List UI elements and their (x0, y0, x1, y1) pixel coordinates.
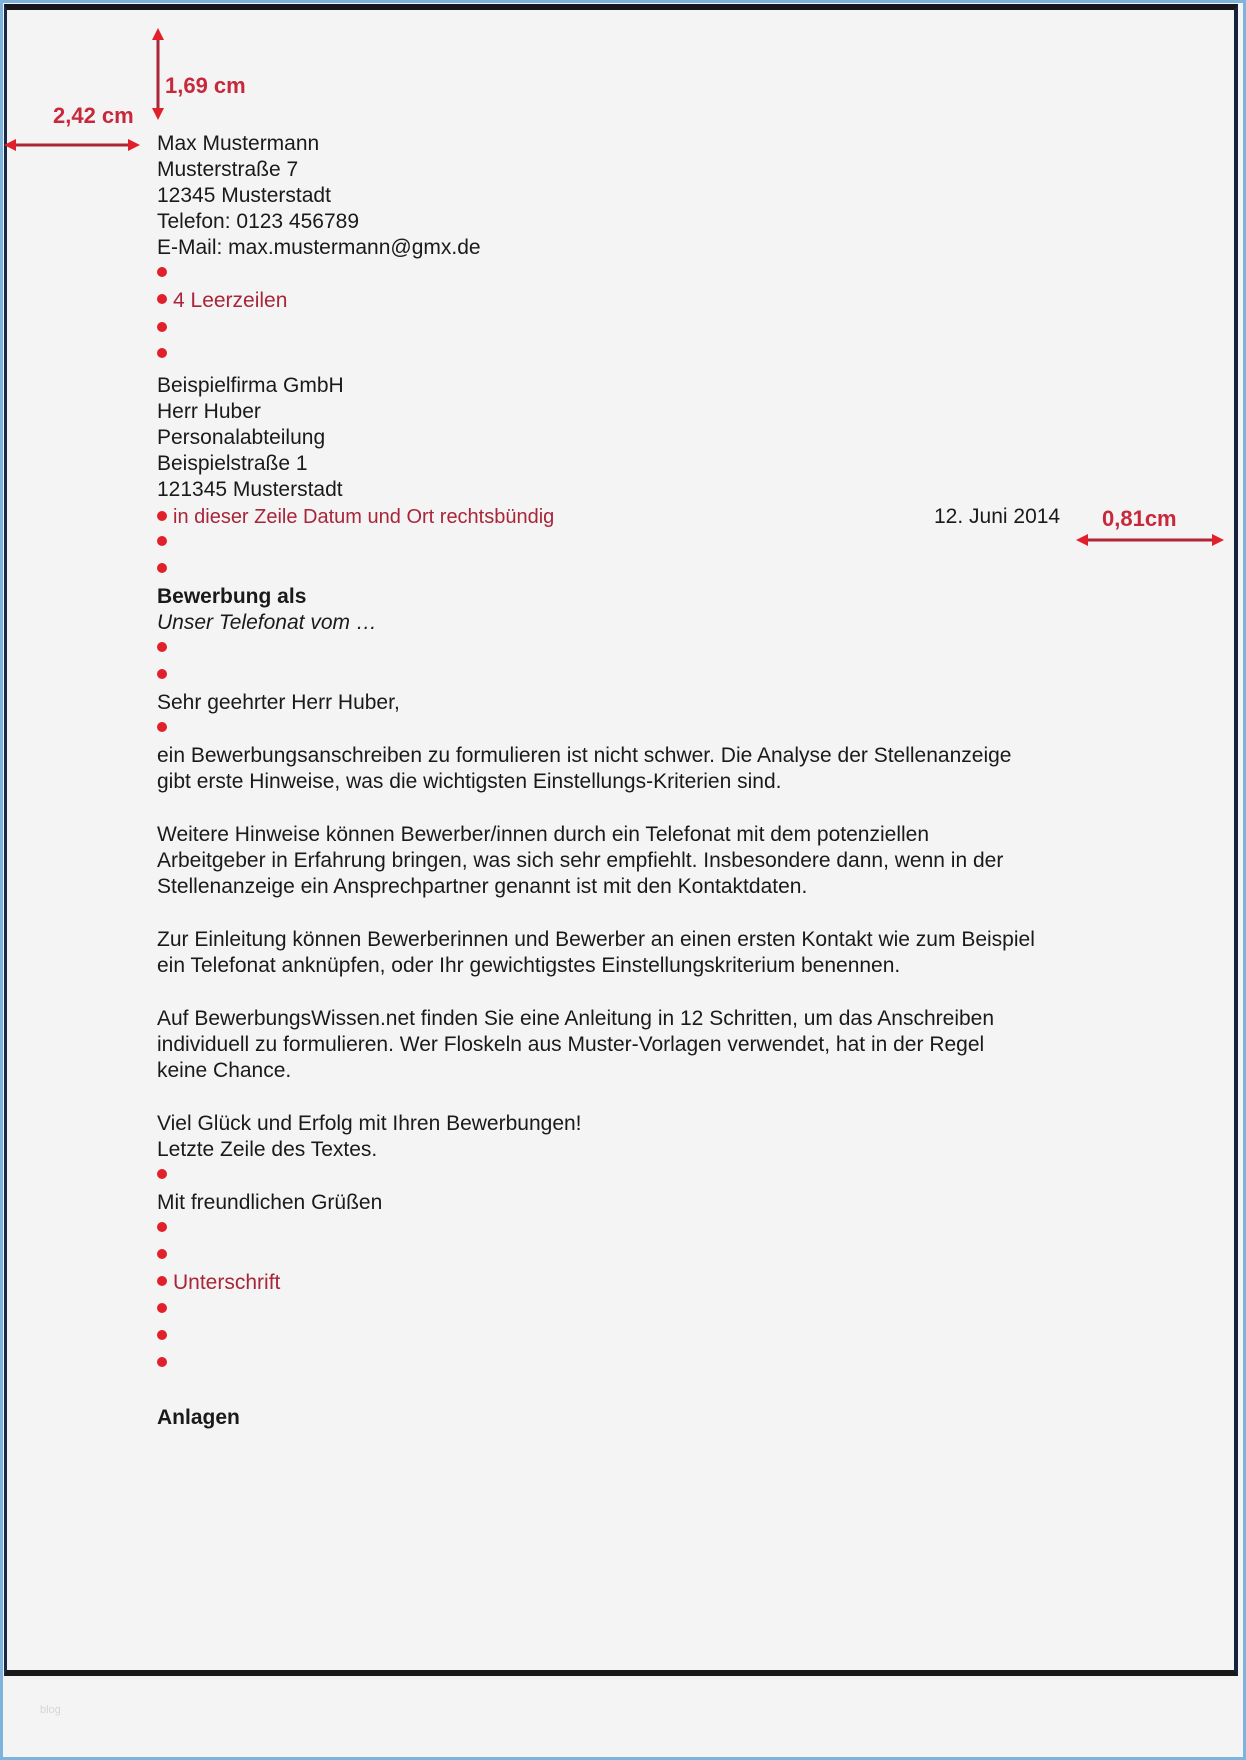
recipient-street: Beispielstraße 1 (157, 452, 308, 475)
body-paragraph-1-line-1: ein Bewerbungsanschreiben zu formulieren ist nicht schwer. Die Analyse der Stellenanzeige (157, 744, 1012, 767)
body-paragraph-5-line-2: Letzte Zeile des Textes. (157, 1138, 378, 1161)
recipient-company: Beispielfirma GmbH (157, 374, 344, 397)
sender-email: E-Mail: max.mustermann@gmx.de (157, 236, 481, 259)
bullet-icon (157, 669, 167, 679)
sender-name: Max Mustermann (157, 132, 320, 155)
blank-line-marker (157, 1216, 173, 1242)
bullet-icon (157, 1357, 167, 1367)
body-paragraph-2-line-1: Weitere Hinweise können Bewerber/innen durch ein Telefonat mit dem potenziellen (157, 823, 930, 846)
signature-note-text: Unterschrift (173, 1271, 281, 1294)
footer-watermark: blog (40, 1704, 61, 1716)
blank-line-marker (157, 316, 173, 342)
blank-line-marker (157, 1324, 173, 1350)
bullet-icon (157, 322, 167, 332)
date-line-note-text: in dieser Zeile Datum und Ort rechtsbündig (173, 506, 555, 528)
top-margin-label: 1,69 cm (165, 73, 246, 98)
blank-line-marker (157, 557, 173, 583)
attachments-heading: Anlagen (157, 1406, 240, 1429)
sender-city: 12345 Musterstadt (157, 184, 331, 207)
subject-title: Bewerbung als (157, 585, 307, 608)
blank-line-marker (157, 1163, 173, 1189)
bullet-icon (157, 1249, 167, 1259)
bullet-icon (157, 1330, 167, 1340)
bullet-icon (157, 1303, 167, 1313)
date-line-note (157, 504, 554, 530)
closing: Mit freundlichen Grüßen (157, 1191, 383, 1214)
recipient-person: Herr Huber (157, 400, 261, 423)
bullet-icon (157, 563, 167, 573)
right-margin-label: 0,81cm (1102, 506, 1177, 531)
salutation: Sehr geehrter Herr Huber, (157, 691, 400, 714)
blank-lines-note-text: 4 Leerzeilen (173, 289, 288, 312)
subject-reference: Unser Telefonat vom … (157, 611, 377, 634)
bullet-icon (157, 1169, 167, 1179)
bullet-icon (157, 294, 167, 304)
blank-line-marker (157, 261, 173, 287)
recipient-department: Personalabteilung (157, 426, 326, 449)
blank-line-marker (157, 1351, 173, 1377)
sender-phone: Telefon: 0123 456789 (157, 210, 360, 233)
sender-street: Musterstraße 7 (157, 158, 299, 181)
blank-line-marker (157, 716, 173, 742)
body-paragraph-1-line-2: gibt erste Hinweise, was die wichtigsten Einstellungs-Kriterien sind. (157, 770, 782, 793)
body-paragraph-3-line-1: Zur Einleitung können Bewerberinnen und Bewerber an einen ersten Kontakt wie zum Beispiel (157, 928, 1035, 951)
body-paragraph-4-line-2: individuell zu formulieren. Wer Floskeln aus Muster-Vorlagen verwendet, hat in der Regel (157, 1033, 985, 1056)
body-paragraph-4-line-3: keine Chance. (157, 1059, 292, 1082)
blank-line-marker (157, 530, 173, 556)
left-margin-label: 2,42 cm (53, 103, 134, 128)
bullet-icon (157, 536, 167, 546)
signature-note (157, 1270, 280, 1296)
bullet-icon (157, 348, 167, 358)
bullet-icon (157, 722, 167, 732)
footer-strip (4, 1676, 1238, 1756)
blank-lines-note (157, 288, 287, 314)
blank-line-marker (157, 342, 173, 368)
body-paragraph-4-line-1: Auf BewerbungsWissen.net finden Sie eine Anleitung in 12 Schritten, um das Anschreiben (157, 1007, 995, 1030)
blank-line-marker (157, 636, 173, 662)
right-margin-arrow-icon (1076, 530, 1224, 550)
blank-line-marker (157, 1297, 173, 1323)
bullet-icon (157, 642, 167, 652)
body-paragraph-2-line-2: Arbeitgeber in Erfahrung bringen, was sich sehr empfiehlt. Insbesondere dann, wenn in der (157, 849, 1004, 872)
bullet-icon (157, 511, 167, 521)
bullet-icon (157, 1222, 167, 1232)
letter-date: 12. Juni 2014 (934, 505, 1061, 528)
bullet-icon (157, 267, 167, 277)
body-paragraph-3-line-2: ein Telefonat anknüpfen, oder Ihr gewichtigstes Einstellungskriterium benennen. (157, 954, 901, 977)
recipient-city: 121345 Musterstadt (157, 478, 343, 501)
bullet-icon (157, 1276, 167, 1286)
blank-line-marker (157, 1243, 173, 1269)
left-margin-arrow-icon (4, 135, 140, 155)
blank-line-marker (157, 663, 173, 689)
body-paragraph-2-line-3: Stellenanzeige ein Ansprechpartner genannt ist mit den Kontaktdaten. (157, 875, 808, 898)
body-paragraph-5-line-1: Viel Glück und Erfolg mit Ihren Bewerbungen! (157, 1112, 582, 1135)
